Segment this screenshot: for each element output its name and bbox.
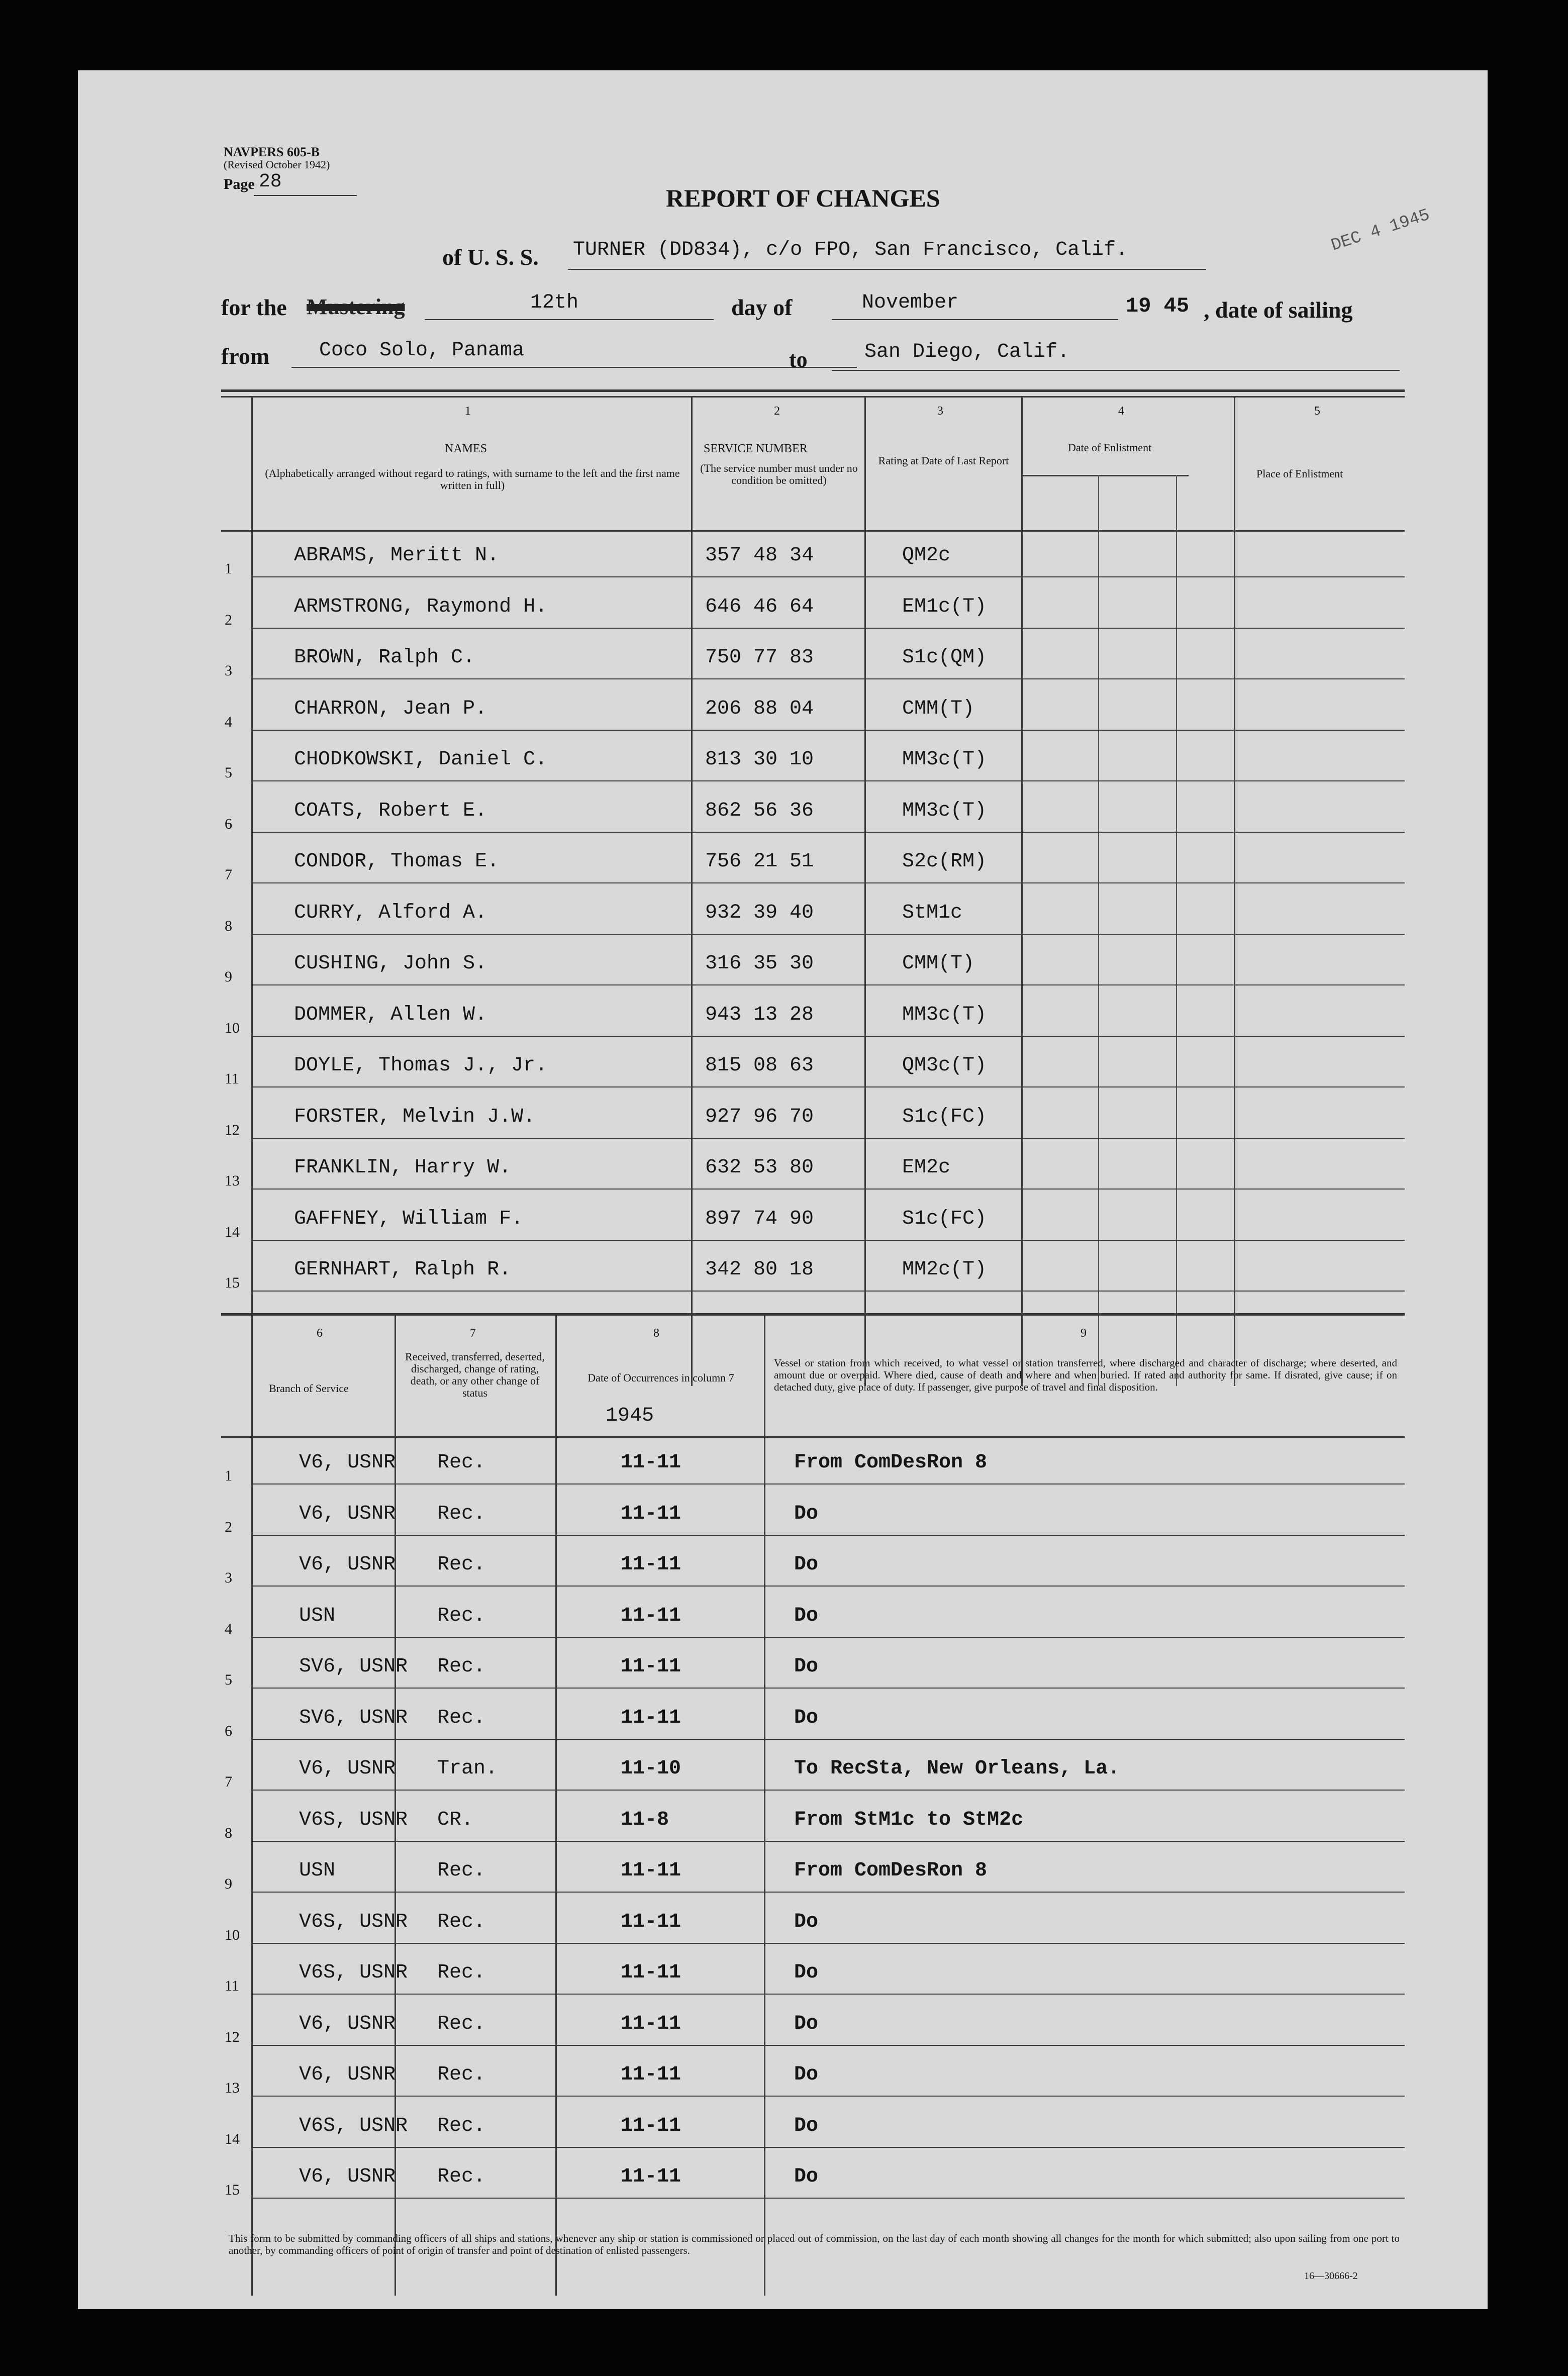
- occurrence-date: 11-11: [621, 1655, 681, 1678]
- lower-row-number: 11: [225, 1977, 239, 1994]
- remarks: Do: [794, 2012, 819, 2035]
- remarks: To RecSta, New Orleans, La.: [794, 1757, 1120, 1780]
- occurrence-date: 11-10: [621, 1757, 681, 1780]
- received-stamp: DEC 4 1945: [1329, 206, 1432, 256]
- lower-row-number: 12: [225, 2028, 240, 2045]
- lower-row-rule: [251, 2096, 1405, 2097]
- occurrence-date: 11-11: [621, 2114, 681, 2137]
- remarks: Do: [794, 1961, 819, 1984]
- lower-row-rule: [251, 1637, 1405, 1638]
- change-of-status: Rec.: [437, 2063, 486, 2086]
- lower-row-number: 9: [225, 1875, 232, 1892]
- service-number: 756 21 51: [705, 850, 814, 873]
- col2-num: 2: [774, 405, 780, 418]
- footer-note: This form to be submitted by commanding officers of all ships and stations, whenever any ship or station is commissioned or placed out of commission, on the last day of each month showing all changes for the month for which submitted; also upon sailing from one port to another, by commanding officers of point of origin of transfer and point of destination of enlisted passengers.: [229, 2232, 1400, 2256]
- rating: S1c(FC): [902, 1207, 987, 1230]
- upper-v5: [1234, 396, 1235, 1386]
- rating: QM3c(T): [902, 1054, 987, 1077]
- upper-row-number: 6: [225, 815, 232, 832]
- change-of-status: Rec.: [437, 1655, 486, 1678]
- lower-row-rule: [251, 1790, 1405, 1791]
- upper-row-number: 9: [225, 968, 232, 985]
- col1-title: NAMES: [445, 442, 487, 455]
- col9-title: Vessel or station from which received, to what vessel or station transferred, where discharged and character of discharge; where deserted, and amount due or overpaid. Where died, cause of death and where and when buried. If rated and authority for same. If disrated, give cause; if on detached duty, give place of duty. If passenger, give purpose of travel and final disposition.: [774, 1357, 1397, 1393]
- occurrence-date: 11-11: [621, 2063, 681, 2086]
- remarks: Do: [794, 1604, 819, 1627]
- col2-note: (The service number must under no condition be omitted): [700, 462, 858, 486]
- lower-row-rule: [251, 2147, 1405, 2148]
- month-value: November: [862, 291, 959, 314]
- sailor-name: BROWN, Ralph C.: [294, 646, 475, 669]
- lower-v3: [555, 1316, 557, 2296]
- col1-num: 1: [465, 405, 471, 418]
- service-number: 932 39 40: [705, 901, 814, 924]
- upper-row-number: 8: [225, 917, 232, 934]
- upper-v4: [1021, 396, 1023, 1386]
- change-of-status: Rec.: [437, 2114, 486, 2137]
- branch-of-service: V6S, USNR: [299, 1961, 408, 1984]
- upper-row-rule: [251, 1036, 1405, 1037]
- upper-row-number: 15: [225, 1274, 240, 1291]
- lower-header-bottom: [221, 1436, 1405, 1438]
- branch-of-service: USN: [299, 1859, 336, 1882]
- upper-v4a: [1098, 475, 1099, 1386]
- branch-of-service: V6, USNR: [299, 1757, 396, 1780]
- upper-top-rule-2: [221, 396, 1405, 398]
- lower-row-rule: [251, 2198, 1405, 2199]
- sailor-name: DOYLE, Thomas J., Jr.: [294, 1054, 548, 1077]
- col7-num: 7: [470, 1327, 476, 1340]
- rating: MM3c(T): [902, 799, 987, 822]
- col4-num: 4: [1118, 405, 1124, 418]
- service-number: 927 96 70: [705, 1105, 814, 1128]
- lower-row-rule: [251, 1688, 1405, 1689]
- lower-row-number: 15: [225, 2182, 240, 2198]
- from-value: Coco Solo, Panama: [319, 339, 525, 362]
- col6-num: 6: [317, 1327, 323, 1340]
- upper-row-number: 14: [225, 1223, 240, 1240]
- sailor-name: CUSHING, John S.: [294, 952, 487, 975]
- branch-of-service: SV6, USNR: [299, 1706, 408, 1729]
- upper-row-rule: [251, 1291, 1405, 1292]
- upper-row-number: 3: [225, 662, 232, 679]
- branch-of-service: V6S, USNR: [299, 1808, 408, 1831]
- service-number: 862 56 36: [705, 799, 814, 822]
- remarks: Do: [794, 1553, 819, 1576]
- col4-title: Date of Enlistment: [1068, 441, 1152, 454]
- lower-row-rule: [251, 1739, 1405, 1740]
- service-number: 206 88 04: [705, 697, 814, 720]
- occurrence-date: 11-11: [621, 2012, 681, 2035]
- upper-v4b: [1176, 475, 1177, 1386]
- of-uss-label: of U. S. S.: [442, 244, 539, 270]
- lower-row-number: 7: [225, 1773, 232, 1790]
- sailor-name: FRANKLIN, Harry W.: [294, 1156, 512, 1179]
- col8-year: 1945: [606, 1405, 654, 1427]
- rating: EM1c(T): [902, 595, 987, 618]
- upper-row-rule: [251, 628, 1405, 629]
- lower-row-number: 10: [225, 1926, 240, 1943]
- lower-row-rule: [251, 1943, 1405, 1944]
- lower-v4: [764, 1316, 765, 2296]
- upper-row-number: 2: [225, 611, 232, 628]
- day-underline: [425, 319, 714, 320]
- branch-of-service: SV6, USNR: [299, 1655, 408, 1678]
- col5-title: Place of Enlistment: [1256, 467, 1343, 480]
- branch-of-service: V6, USNR: [299, 1553, 396, 1576]
- rating: S1c(QM): [902, 646, 987, 669]
- remarks: Do: [794, 1910, 819, 1933]
- sailor-name: COATS, Robert E.: [294, 799, 487, 822]
- sailor-name: CHARRON, Jean P.: [294, 697, 487, 720]
- occurrence-date: 11-11: [621, 2165, 681, 2188]
- upper-row-number: 1: [225, 560, 232, 577]
- to-underline: [832, 370, 1400, 371]
- remarks: From StM1c to StM2c: [794, 1808, 1024, 1831]
- enlistment-subrule: [1023, 475, 1189, 476]
- change-of-status: CR.: [437, 1808, 474, 1831]
- change-of-status: Rec.: [437, 2012, 486, 2035]
- form-revised: (Revised October 1942): [224, 158, 330, 171]
- lower-row-rule: [251, 1841, 1405, 1842]
- lower-row-number: 13: [225, 2080, 240, 2096]
- change-of-status: Rec.: [437, 1604, 486, 1627]
- sailor-name: ARMSTRONG, Raymond H.: [294, 595, 548, 618]
- ship-underline: [568, 269, 1206, 270]
- upper-row-number: 5: [225, 764, 232, 781]
- remarks: Do: [794, 1655, 819, 1678]
- change-of-status: Tran.: [437, 1757, 498, 1780]
- upper-row-rule: [251, 1086, 1405, 1087]
- date-of-sailing-label: , date of sailing: [1204, 297, 1353, 323]
- upper-row-rule: [251, 882, 1405, 883]
- change-of-status: Rec.: [437, 1706, 486, 1729]
- rating: MM3c(T): [902, 1003, 987, 1026]
- for-the-label: for the: [221, 294, 287, 320]
- col9-num: 9: [1081, 1327, 1087, 1340]
- upper-row-number: 4: [225, 713, 232, 730]
- lower-row-number: 6: [225, 1722, 232, 1739]
- form-id: NAVPERS 605-B: [224, 145, 320, 159]
- upper-header-bottom: [221, 530, 1405, 532]
- upper-top-rule: [221, 389, 1405, 392]
- change-of-status: Rec.: [437, 1859, 486, 1882]
- service-number: 646 46 64: [705, 595, 814, 618]
- occurrence-date: 11-11: [621, 1553, 681, 1576]
- upper-row-number: 10: [225, 1019, 240, 1036]
- rating: CMM(T): [902, 697, 975, 720]
- col7-title: Received, transferred, deserted, discharged, change of rating, death, or any other change of status: [405, 1350, 545, 1399]
- col2-title: SERVICE NUMBER: [704, 442, 808, 455]
- remarks: Do: [794, 1706, 819, 1729]
- occurrence-date: 11-11: [621, 1451, 681, 1474]
- upper-v3: [864, 396, 866, 1386]
- branch-of-service: V6, USNR: [299, 2165, 396, 2188]
- lower-row-number: 14: [225, 2130, 240, 2147]
- rating: MM3c(T): [902, 748, 987, 771]
- occurrence-date: 11-11: [621, 1604, 681, 1627]
- lower-row-number: 2: [225, 1518, 232, 1535]
- branch-of-service: USN: [299, 1604, 336, 1627]
- day-of-label: day of: [731, 294, 793, 320]
- change-of-status: Rec.: [437, 1553, 486, 1576]
- sailor-name: CONDOR, Thomas E.: [294, 850, 500, 873]
- remarks: From ComDesRon 8: [794, 1859, 988, 1882]
- change-of-status: Rec.: [437, 1961, 486, 1984]
- sailor-name: ABRAMS, Meritt N.: [294, 544, 500, 567]
- service-number: 357 48 34: [705, 544, 814, 567]
- month-underline: [832, 319, 1118, 320]
- upper-row-rule: [251, 678, 1405, 679]
- page-label: Page: [224, 176, 255, 192]
- occurrence-date: 11-11: [621, 1910, 681, 1933]
- change-of-status: Rec.: [437, 1910, 486, 1933]
- lower-row-rule: [251, 1483, 1405, 1484]
- upper-row-rule: [251, 780, 1405, 781]
- branch-of-service: V6, USNR: [299, 2012, 396, 2035]
- lower-row-number: 5: [225, 1671, 232, 1688]
- service-number: 316 35 30: [705, 952, 814, 975]
- lower-v1: [251, 1316, 253, 2296]
- page-title: REPORT OF CHANGES: [666, 184, 940, 212]
- col1-note: (Alphabetically arranged without regard to ratings, with surname to the left and the first name written in full): [265, 467, 680, 491]
- service-number: 813 30 10: [705, 748, 814, 771]
- remarks: From ComDesRon 8: [794, 1451, 988, 1474]
- service-number: 943 13 28: [705, 1003, 814, 1026]
- sailor-name: CHODKOWSKI, Daniel C.: [294, 748, 548, 771]
- ship-name: TURNER (DD834), c/o FPO, San Francisco, Calif.: [573, 239, 1128, 261]
- remarks: Do: [794, 1502, 819, 1525]
- upper-v2: [691, 396, 693, 1386]
- remarks: Do: [794, 2063, 819, 2086]
- remarks: Do: [794, 2114, 819, 2137]
- rating: S1c(FC): [902, 1105, 987, 1128]
- upper-row-number: 7: [225, 866, 232, 883]
- sailor-name: FORSTER, Melvin J.W.: [294, 1105, 536, 1128]
- rating: S2c(RM): [902, 850, 987, 873]
- rating: MM2c(T): [902, 1258, 987, 1281]
- page-number: 28: [259, 171, 282, 192]
- upper-row-rule: [251, 1138, 1405, 1139]
- remarks: Do: [794, 2165, 819, 2188]
- lower-row-rule: [251, 2045, 1405, 2046]
- upper-row-rule: [251, 1240, 1405, 1241]
- to-label: to: [789, 347, 808, 372]
- service-number: 897 74 90: [705, 1207, 814, 1230]
- form-sheet: [78, 70, 1488, 2309]
- col6-title: Branch of Service: [269, 1382, 349, 1395]
- lower-row-number: 8: [225, 1824, 232, 1841]
- rating: CMM(T): [902, 952, 975, 975]
- sailor-name: GERNHART, Ralph R.: [294, 1258, 512, 1281]
- col3-num: 3: [937, 405, 943, 418]
- upper-row-rule: [251, 832, 1405, 833]
- branch-of-service: V6S, USNR: [299, 2114, 408, 2137]
- lower-row-number: 3: [225, 1569, 232, 1586]
- lower-top-rule: [221, 1313, 1405, 1316]
- branch-of-service: V6, USNR: [299, 1451, 396, 1474]
- upper-row-rule: [251, 730, 1405, 731]
- occurrence-date: 11-8: [621, 1808, 669, 1831]
- from-underline: [291, 367, 857, 368]
- upper-row-rule: [251, 934, 1405, 935]
- occurrence-date: 11-11: [621, 1859, 681, 1882]
- change-of-status: Rec.: [437, 2165, 486, 2188]
- upper-row-number: 13: [225, 1172, 240, 1189]
- upper-v1: [251, 396, 253, 1386]
- lower-row-number: 1: [225, 1467, 232, 1484]
- lower-row-rule: [251, 1535, 1405, 1536]
- rating: StM1c: [902, 901, 963, 924]
- upper-row-number: 12: [225, 1121, 240, 1138]
- change-of-status: Rec.: [437, 1502, 486, 1525]
- service-number: 632 53 80: [705, 1156, 814, 1179]
- lower-row-rule: [251, 1994, 1405, 1995]
- year-value: 19 45: [1126, 294, 1190, 318]
- upper-row-rule: [251, 984, 1405, 985]
- lower-row-rule: [251, 1586, 1405, 1587]
- col8-title: Date of Occurrences in column 7: [587, 1371, 734, 1384]
- occurrence-date: 11-11: [621, 1961, 681, 1984]
- service-number: 750 77 83: [705, 646, 814, 669]
- col3-title: Rating at Date of Last Report: [878, 454, 1009, 467]
- occurrence-date: 11-11: [621, 1502, 681, 1525]
- rating: EM2c: [902, 1156, 951, 1179]
- change-of-status: Rec.: [437, 1451, 486, 1474]
- rating: QM2c: [902, 544, 951, 567]
- lower-row-rule: [251, 1892, 1405, 1893]
- service-number: 342 80 18: [705, 1258, 814, 1281]
- col5-num: 5: [1314, 405, 1320, 418]
- branch-of-service: V6, USNR: [299, 1502, 396, 1525]
- from-label: from: [221, 343, 270, 369]
- sailor-name: DOMMER, Allen W.: [294, 1003, 487, 1026]
- form-code: 16—30666-2: [1304, 2270, 1358, 2282]
- to-value: San Diego, Calif.: [864, 341, 1070, 363]
- occurrence-date: 11-11: [621, 1706, 681, 1729]
- upper-row-rule: [251, 1189, 1405, 1190]
- sailor-name: CURRY, Alford A.: [294, 901, 487, 924]
- col8-num: 8: [653, 1327, 659, 1340]
- branch-of-service: V6, USNR: [299, 2063, 396, 2086]
- struck-word: Mustering: [307, 294, 405, 319]
- upper-row-rule: [251, 576, 1405, 577]
- day-value: 12th: [530, 291, 579, 314]
- sailor-name: GAFFNEY, William F.: [294, 1207, 524, 1230]
- upper-row-number: 11: [225, 1070, 239, 1087]
- service-number: 815 08 63: [705, 1054, 814, 1077]
- branch-of-service: V6S, USNR: [299, 1910, 408, 1933]
- page-underline: [254, 195, 357, 196]
- lower-row-number: 4: [225, 1620, 232, 1637]
